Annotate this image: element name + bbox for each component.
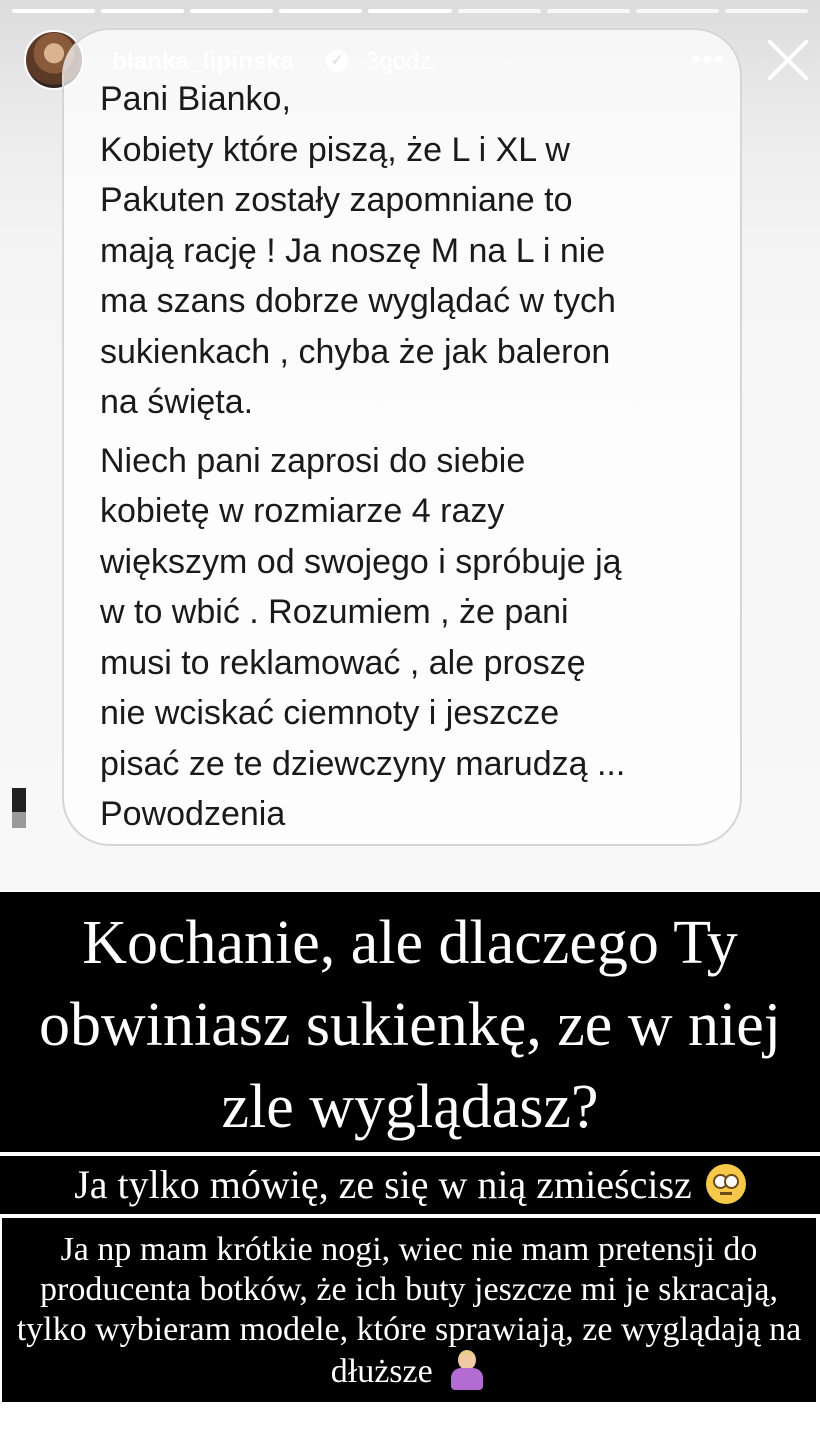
story-progress-bar [12,9,808,13]
caption-second-text: Ja tylko mówię, ze się w nią zmieścisz [74,1162,692,1207]
progress-segment [12,9,95,13]
message-paragraph: Pani Bianko, Kobiety które piszą, że L i XL w Pakuten zostały zapomniane to mają rację ! Ja noszę M na L i nie ma szans dobrze wyglądać w tych sukienkach , chyba że jak baleron na święta. [100,80,616,421]
face-with-rolling-eyes-icon [706,1164,746,1204]
close-icon[interactable] [764,36,812,84]
progress-segment [190,9,273,13]
progress-segment [725,9,808,13]
caption-headline-text: Kochanie, ale dlaczego Ty obwiniasz sukienkę, ze w niej zle wyglądasz? [38,909,782,1141]
progress-segment [368,9,451,13]
person-shrugging-icon [447,1350,487,1390]
progress-segment [279,9,362,13]
progress-segment [101,9,184,13]
caption-headline [0,892,820,1152]
caption-third-text: Ja np mam krótkie nogi, wiec nie mam pretensji do producenta botków, że ich buty jeszcze mi je skracają, tylko wybieram modele, które sprawiają, ze wyglądają na dłuższe [16,1231,802,1390]
progress-segment [458,9,541,13]
message-paragraph: Niech pani zaprosi do siebie kobietę w rozmiarze 4 razy większym od swojego i spróbuje ją w to wbić . Rozumiem , że pani musi to reklamować , ale proszę nie wciskać ciemnoty i jeszcze pisać ze te dziewczyny marudzą ... Powodzenia [100,441,626,833]
edge-marker [12,788,26,828]
progress-segment [636,9,719,13]
caption-second [0,1156,820,1214]
caption-third [2,1218,816,1402]
message-bubble [62,28,742,846]
progress-segment [547,9,630,13]
